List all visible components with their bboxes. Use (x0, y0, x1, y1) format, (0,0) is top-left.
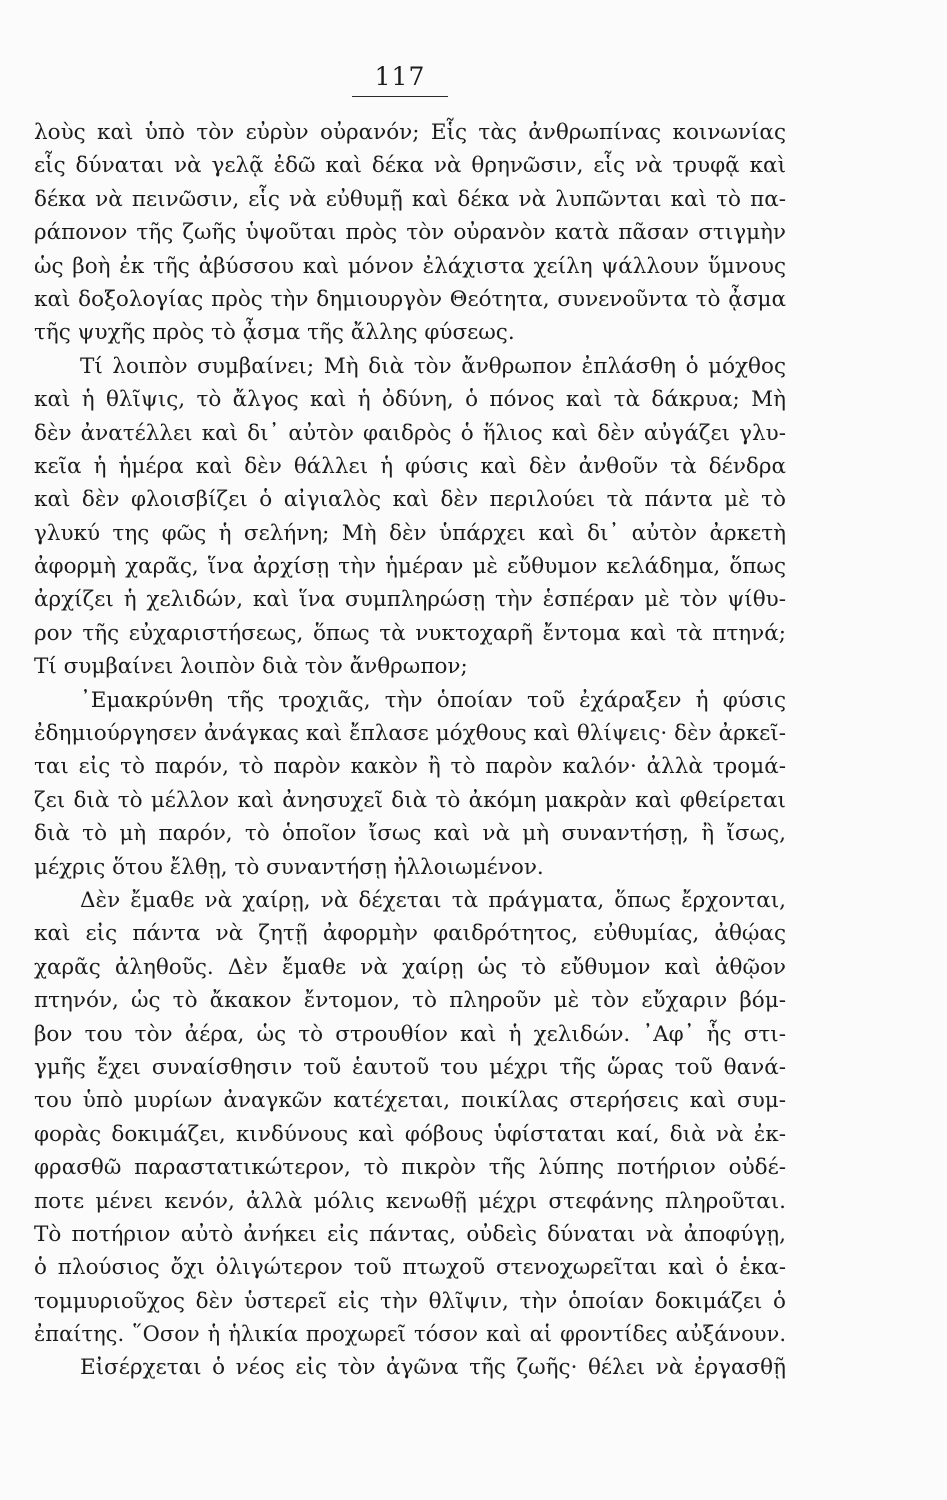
text-line: γλυκύ της φῶς ἡ σελήνη; Μὴ δὲν ὑπάρχει καὶ δι᾿ αὐτὸν ἀρκετὴ (34, 520, 786, 546)
text-line: ζει διὰ τὸ μέλλον καὶ ἀνησυχεῖ διὰ τὸ ἀκόμη μακρὰν καὶ φθείρεται (34, 787, 786, 813)
body-text (34, 116, 786, 1385)
text-line: ἐπαίτης. ῞Οσον ἡ ἡλικία προχωρεῖ τόσον καὶ αἱ φροντίδες αὐξάνουν. (34, 1322, 786, 1347)
text-line: ὡς βοὴ ἐκ τῆς ἀβύσσου καὶ μόνον ἐλάχιστα χείλη ψάλλουν ὕμνους (34, 253, 786, 279)
text-line: πτηνόν, ὡς τὸ ἄκακον ἔντομον, τὸ πληροῦν μὲ τὸν εὔχαριν βόμ- (34, 988, 786, 1014)
text-line: καὶ δὲν φλοισβίζει ὁ αἰγιαλὸς καὶ δὲν περιλούει τὰ πάντα μὲ τὸ (34, 487, 786, 513)
page-number: 117 (374, 62, 426, 91)
text-line: φρασθῶ παραστατικώτερον, τὸ πικρὸν τῆς λύπης ποτήριον οὐδέ- (34, 1155, 786, 1181)
text-line: Τί λοιπὸν συμβαίνει; Μὴ διὰ τὸν ἄνθρωπον ἐπλάσθη ὁ μόχθος (80, 353, 786, 379)
text-line: Τί συμβαίνει λοιπὸν διὰ τὸν ἄνθρωπον; (34, 654, 468, 680)
text-line: Τὸ ποτήριον αὐτὸ ἀνήκει εἰς πάντας, οὐδεὶς δύναται νὰ ἀποφύγῃ, (34, 1221, 786, 1247)
text-line: Δὲν ἔμαθε νὰ χαίρῃ, νὰ δέχεται τὰ πράγματα, ὅπως ἔρχονται, (80, 887, 786, 913)
text-line: καὶ ἡ θλῖψις, τὸ ἄλγος καὶ ἡ ὀδύνη, ὁ πόνος καὶ τὰ δάκρυα; Μὴ (34, 387, 786, 413)
text-line: καὶ δοξολογίας πρὸς τὴν δημιουργὸν Θεότητα, συνενοῦντα τὸ ᾆσμα (34, 286, 786, 312)
text-line: διὰ τὸ μὴ παρόν, τὸ ὁποῖον ἴσως καὶ νὰ μὴ συναντήσῃ, ἢ ἴσως, (34, 821, 786, 847)
text-line: του ὑπὸ μυρίων ἀναγκῶν κατέχεται, ποικίλας στερήσεις καὶ συμ- (34, 1088, 786, 1114)
text-line: ρον τῆς εὐχαριστήσεως, ὅπως τὰ νυκτοχαρῆ ἔντομα καὶ τὰ πτηνά; (34, 620, 786, 646)
text-line: καὶ εἰς πάντα νὰ ζητῇ ἀφορμὴν φαιδρότητος, εὐθυμίας, ἀθῴας (34, 921, 786, 947)
text-line: γμῆς ἔχει συναίσθησιν τοῦ ἑαυτοῦ του μέχρι τῆς ὥρας τοῦ θανά- (34, 1054, 786, 1080)
text-line: μέχρις ὅτου ἔλθῃ, τὸ συναντήσῃ ἠλλοιωμένον. (34, 854, 544, 880)
text-line: ἐδημιούργησεν ἀνάγκας καὶ ἔπλασε μόχθους καὶ θλίψεις· δὲν ἀρκεῖ- (34, 721, 786, 747)
text-line: βον του τὸν ἀέρα, ὡς τὸ στρουθίον καὶ ἡ χελιδών. ᾿Αφ᾿ ἧς στι- (34, 1021, 786, 1047)
text-line: χαρᾶς ἀληθοῦς. Δὲν ἔμαθε νὰ χαίρῃ ὡς τὸ εὔθυμον καὶ ἀθῷον (34, 954, 786, 980)
text-line: δέκα νὰ πεινῶσιν, εἷς νὰ εὐθυμῇ καὶ δέκα νὰ λυπῶνται καὶ τὸ πα- (34, 186, 786, 212)
text-line: δὲν ἀνατέλλει καὶ δι᾿ αὐτὸν φαιδρὸς ὁ ἥλιος καὶ δὲν αὐγάζει γλυ- (34, 420, 786, 446)
text-line: ποτε μένει κενόν, ἀλλὰ μόλις κενωθῇ μέχρι στεφάνης πληροῦται. (34, 1188, 786, 1214)
text-line: ᾿Εμακρύνθη τῆς τροχιᾶς, τὴν ὁποίαν τοῦ ἐχάραξεν ἡ φύσις (80, 687, 786, 713)
text-line: ράπονον τῆς ζωῆς ὑψοῦται πρὸς τὸν οὐρανὸν κατὰ πᾶσαν στιγμὴν (34, 220, 786, 246)
text-line: ἀφορμὴ χαρᾶς, ἵνα ἀρχίσῃ τὴν ἡμέραν μὲ εὔθυμον κελάδημα, ὅπως (34, 554, 786, 580)
text-line: εἷς δύναται νὰ γελᾷ ἐδῶ καὶ δέκα νὰ θρηνῶσιν, εἷς νὰ τρυφᾷ καὶ (34, 153, 786, 179)
text-line: ὁ πλούσιος ὄχι ὀλιγώτερον τοῦ πτωχοῦ στενοχωρεῖται καὶ ὁ ἑκα- (34, 1255, 786, 1281)
text-line: λοὺς καὶ ὑπὸ τὸν εὐρὺν οὐρανόν; Εἷς τὰς ἀνθρωπίνας κοινωνίας (34, 120, 786, 145)
text-line: ται εἰς τὸ παρόν, τὸ παρὸν κακὸν ἢ τὸ παρὸν καλόν· ἀλλὰ τρομά- (34, 754, 786, 780)
text-line: τῆς ψυχῆς πρὸς τὸ ᾆσμα τῆς ἄλλης φύσεως. (34, 320, 515, 346)
text-line: κεῖα ἡ ἡμέρα καὶ δὲν θάλλει ἡ φύσις καὶ δὲν ἀνθοῦν τὰ δένδρα (34, 453, 786, 479)
text-line: τομμυριοῦχος δὲν ὑστερεῖ εἰς τὴν θλῖψιν, τὴν ὁποίαν δοκιμάζει ὁ (34, 1288, 786, 1314)
text-line: ἀρχίζει ἡ χελιδών, καὶ ἵνα συμπληρώσῃ τὴν ἑσπέραν μὲ τὸν ψίθυ- (34, 587, 786, 613)
text-line: Εἰσέρχεται ὁ νέος εἰς τὸν ἀγῶνα τῆς ζωῆς· θέλει νὰ ἐργασθῇ (80, 1355, 786, 1381)
text-line: φορὰς δοκιμάζει, κινδύνους καὶ φόβους ὑφίσταται καί, διὰ νὰ ἐκ- (34, 1121, 786, 1147)
header-rule (352, 96, 448, 97)
